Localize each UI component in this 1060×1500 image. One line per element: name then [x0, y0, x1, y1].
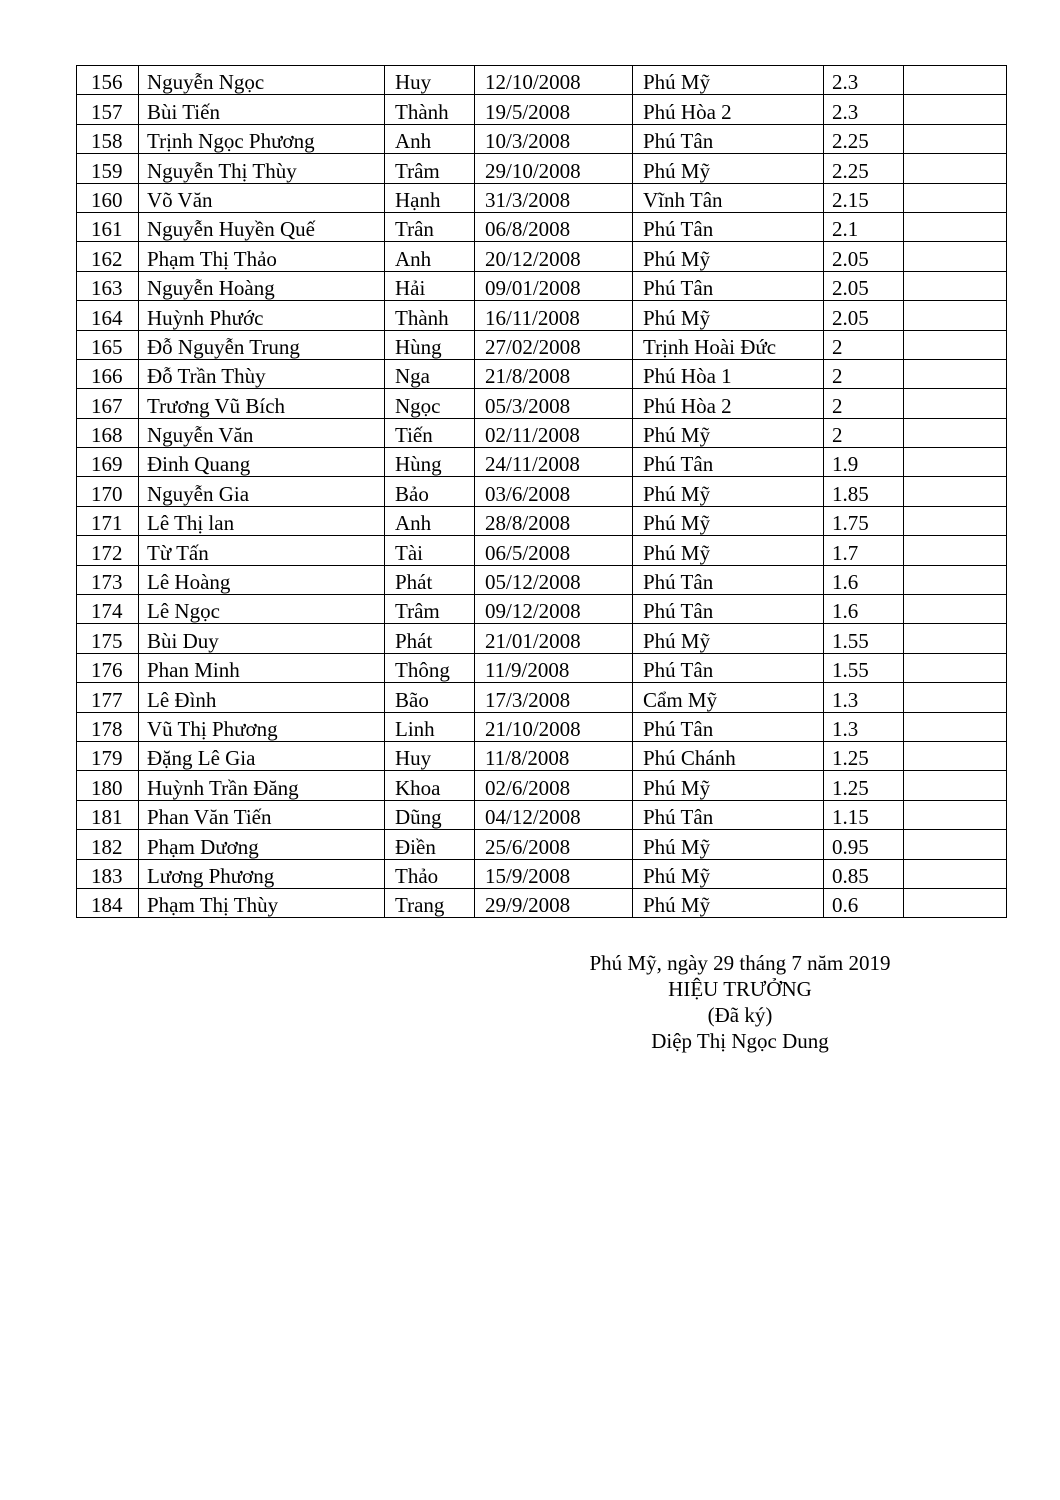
note-cell	[904, 301, 1007, 330]
school-cell: Phú Hòa 1	[633, 359, 824, 388]
birthdate-cell: 21/8/2008	[475, 359, 633, 388]
given-name-cell: Linh	[385, 712, 475, 741]
row-number: 162	[77, 242, 139, 271]
table-row	[77, 741, 1007, 770]
note-cell	[904, 536, 1007, 565]
row-number: 161	[77, 212, 139, 241]
school-cell: Phú Mỹ	[633, 830, 824, 859]
given-name-cell: Trâm	[385, 154, 475, 183]
score-cell: 2.15	[824, 183, 904, 212]
score-cell: 1.7	[824, 536, 904, 565]
surname-cell: Nguyễn Gia	[139, 477, 385, 506]
note-cell	[904, 653, 1007, 682]
surname-cell: Trương Vũ Bích	[139, 389, 385, 418]
surname-cell: Lê Ngọc	[139, 595, 385, 624]
given-name-cell: Hùng	[385, 330, 475, 359]
given-name-cell: Thảo	[385, 859, 475, 888]
score-cell: 2.1	[824, 212, 904, 241]
given-name-cell: Huy	[385, 66, 475, 95]
surname-cell: Phạm Dương	[139, 830, 385, 859]
school-cell: Cẩm Mỹ	[633, 683, 824, 712]
birthdate-cell: 09/12/2008	[475, 595, 633, 624]
school-cell: Vĩnh Tân	[633, 183, 824, 212]
row-number: 168	[77, 418, 139, 447]
row-number: 170	[77, 477, 139, 506]
surname-cell: Nguyễn Hoàng	[139, 271, 385, 300]
birthdate-cell: 27/02/2008	[475, 330, 633, 359]
row-number: 169	[77, 448, 139, 477]
score-cell: 1.85	[824, 477, 904, 506]
score-cell: 1.3	[824, 683, 904, 712]
surname-cell: Lương Phương	[139, 859, 385, 888]
birthdate-cell: 11/8/2008	[475, 741, 633, 770]
birthdate-cell: 10/3/2008	[475, 124, 633, 153]
table-row	[77, 301, 1007, 330]
score-cell: 2	[824, 359, 904, 388]
row-number: 182	[77, 830, 139, 859]
row-number: 175	[77, 624, 139, 653]
score-cell: 1.6	[824, 565, 904, 594]
score-cell: 2.05	[824, 242, 904, 271]
score-cell: 2	[824, 418, 904, 447]
given-name-cell: Tài	[385, 536, 475, 565]
school-cell: Phú Mỹ	[633, 242, 824, 271]
birthdate-cell: 25/6/2008	[475, 830, 633, 859]
note-cell	[904, 330, 1007, 359]
score-cell: 1.15	[824, 800, 904, 829]
surname-cell: Đỗ Nguyễn Trung	[139, 330, 385, 359]
table-row	[77, 271, 1007, 300]
school-cell: Trịnh Hoài Đức	[633, 330, 824, 359]
table-row	[77, 653, 1007, 682]
table-row	[77, 888, 1007, 917]
note-cell	[904, 477, 1007, 506]
score-cell: 1.55	[824, 653, 904, 682]
note-cell	[904, 683, 1007, 712]
note-cell	[904, 212, 1007, 241]
school-cell: Phú Hòa 2	[633, 95, 824, 124]
row-number: 172	[77, 536, 139, 565]
birthdate-cell: 19/5/2008	[475, 95, 633, 124]
score-cell: 1.9	[824, 448, 904, 477]
signature-block	[540, 950, 940, 1054]
birthdate-cell: 09/01/2008	[475, 271, 633, 300]
table-row	[77, 477, 1007, 506]
birthdate-cell: 21/01/2008	[475, 624, 633, 653]
given-name-cell: Hạnh	[385, 183, 475, 212]
school-cell: Phú Mỹ	[633, 418, 824, 447]
row-number: 177	[77, 683, 139, 712]
given-name-cell: Hùng	[385, 448, 475, 477]
surname-cell: Phạm Thị Thùy	[139, 888, 385, 917]
school-cell: Phú Tân	[633, 595, 824, 624]
surname-cell: Huỳnh Trần Đăng	[139, 771, 385, 800]
school-cell: Phú Mỹ	[633, 888, 824, 917]
given-name-cell: Bảo	[385, 477, 475, 506]
surname-cell: Bùi Duy	[139, 624, 385, 653]
birthdate-cell: 05/3/2008	[475, 389, 633, 418]
table-row	[77, 683, 1007, 712]
score-cell: 2.25	[824, 124, 904, 153]
score-cell: 1.6	[824, 595, 904, 624]
birthdate-cell: 24/11/2008	[475, 448, 633, 477]
table-row	[77, 95, 1007, 124]
surname-cell: Nguyễn Thị Thùy	[139, 154, 385, 183]
surname-cell: Từ Tấn	[139, 536, 385, 565]
birthdate-cell: 06/8/2008	[475, 212, 633, 241]
note-cell	[904, 359, 1007, 388]
row-number: 167	[77, 389, 139, 418]
given-name-cell: Phát	[385, 565, 475, 594]
score-cell: 0.85	[824, 859, 904, 888]
surname-cell: Đặng Lê Gia	[139, 741, 385, 770]
row-number: 164	[77, 301, 139, 330]
surname-cell: Phạm Thị Thảo	[139, 242, 385, 271]
birthdate-cell: 05/12/2008	[475, 565, 633, 594]
note-cell	[904, 242, 1007, 271]
school-cell: Phú Tân	[633, 800, 824, 829]
note-cell	[904, 124, 1007, 153]
row-number: 180	[77, 771, 139, 800]
score-cell: 2.3	[824, 95, 904, 124]
given-name-cell: Nga	[385, 359, 475, 388]
note-cell	[904, 271, 1007, 300]
school-cell: Phú Tân	[633, 712, 824, 741]
given-name-cell: Dũng	[385, 800, 475, 829]
row-number: 165	[77, 330, 139, 359]
given-name-cell: Bão	[385, 683, 475, 712]
table-row	[77, 506, 1007, 535]
surname-cell: Bùi Tiến	[139, 95, 385, 124]
score-cell: 2	[824, 330, 904, 359]
note-cell	[904, 389, 1007, 418]
row-number: 183	[77, 859, 139, 888]
row-number: 157	[77, 95, 139, 124]
surname-cell: Phan Văn Tiến	[139, 800, 385, 829]
table-row	[77, 536, 1007, 565]
birthdate-cell: 15/9/2008	[475, 859, 633, 888]
given-name-cell: Thành	[385, 301, 475, 330]
birthdate-cell: 03/6/2008	[475, 477, 633, 506]
row-number: 156	[77, 66, 139, 95]
given-name-cell: Thành	[385, 95, 475, 124]
row-number: 158	[77, 124, 139, 153]
table-row	[77, 183, 1007, 212]
signer-name: Diệp Thị Ngọc Dung	[651, 1029, 829, 1053]
birthdate-cell: 20/12/2008	[475, 242, 633, 271]
birthdate-cell: 12/10/2008	[475, 66, 633, 95]
row-number: 178	[77, 712, 139, 741]
surname-cell: Lê Đình	[139, 683, 385, 712]
school-cell: Phú Mỹ	[633, 624, 824, 653]
surname-cell: Huỳnh Phước	[139, 301, 385, 330]
signed-note: (Đã ký)	[707, 1003, 773, 1027]
birthdate-cell: 04/12/2008	[475, 800, 633, 829]
score-cell: 1.3	[824, 712, 904, 741]
birthdate-cell: 28/8/2008	[475, 506, 633, 535]
school-cell: Phú Mỹ	[633, 859, 824, 888]
table-row	[77, 154, 1007, 183]
table-row	[77, 624, 1007, 653]
surname-cell: Lê Hoàng	[139, 565, 385, 594]
table-row	[77, 800, 1007, 829]
note-cell	[904, 66, 1007, 95]
school-cell: Phú Tân	[633, 271, 824, 300]
table-row	[77, 212, 1007, 241]
note-cell	[904, 595, 1007, 624]
row-number: 181	[77, 800, 139, 829]
school-cell: Phú Chánh	[633, 741, 824, 770]
score-cell: 2.05	[824, 301, 904, 330]
birthdate-cell: 29/9/2008	[475, 888, 633, 917]
birthdate-cell: 06/5/2008	[475, 536, 633, 565]
school-cell: Phú Tân	[633, 653, 824, 682]
given-name-cell: Phát	[385, 624, 475, 653]
school-cell: Phú Mỹ	[633, 66, 824, 95]
school-cell: Phú Tân	[633, 124, 824, 153]
table-row	[77, 124, 1007, 153]
signer-title: HIỆU TRƯỞNG	[668, 977, 812, 1001]
row-number: 184	[77, 888, 139, 917]
school-cell: Phú Mỹ	[633, 536, 824, 565]
note-cell	[904, 830, 1007, 859]
row-number: 173	[77, 565, 139, 594]
student-score-table	[76, 65, 1007, 918]
table-row	[77, 859, 1007, 888]
school-cell: Phú Mỹ	[633, 506, 824, 535]
row-number: 159	[77, 154, 139, 183]
note-cell	[904, 771, 1007, 800]
row-number: 179	[77, 741, 139, 770]
score-cell: 0.95	[824, 830, 904, 859]
given-name-cell: Ngọc	[385, 389, 475, 418]
given-name-cell: Điền	[385, 830, 475, 859]
table-row	[77, 448, 1007, 477]
surname-cell: Nguyễn Ngọc	[139, 66, 385, 95]
school-cell: Phú Mỹ	[633, 771, 824, 800]
table-row	[77, 389, 1007, 418]
score-cell: 1.55	[824, 624, 904, 653]
table-row	[77, 418, 1007, 447]
row-number: 171	[77, 506, 139, 535]
given-name-cell: Huy	[385, 741, 475, 770]
note-cell	[904, 565, 1007, 594]
table-row	[77, 66, 1007, 95]
school-cell: Phú Mỹ	[633, 154, 824, 183]
place-date: Phú Mỹ, ngày 29 tháng 7 năm 2019	[589, 951, 891, 975]
school-cell: Phú Mỹ	[633, 477, 824, 506]
score-cell: 2.3	[824, 66, 904, 95]
table-row	[77, 565, 1007, 594]
given-name-cell: Anh	[385, 506, 475, 535]
table-row	[77, 595, 1007, 624]
table-row	[77, 242, 1007, 271]
birthdate-cell: 31/3/2008	[475, 183, 633, 212]
surname-cell: Lê Thị lan	[139, 506, 385, 535]
surname-cell: Võ Văn	[139, 183, 385, 212]
score-cell: 1.75	[824, 506, 904, 535]
surname-cell: Đỗ Trần Thùy	[139, 359, 385, 388]
note-cell	[904, 154, 1007, 183]
score-cell: 2	[824, 389, 904, 418]
row-number: 160	[77, 183, 139, 212]
note-cell	[904, 95, 1007, 124]
surname-cell: Nguyễn Huyền Quế	[139, 212, 385, 241]
surname-cell: Trịnh Ngọc Phương	[139, 124, 385, 153]
given-name-cell: Thông	[385, 653, 475, 682]
school-cell: Phú Tân	[633, 212, 824, 241]
table-row	[77, 771, 1007, 800]
given-name-cell: Tiến	[385, 418, 475, 447]
surname-cell: Vũ Thị Phương	[139, 712, 385, 741]
school-cell: Phú Tân	[633, 448, 824, 477]
note-cell	[904, 712, 1007, 741]
row-number: 174	[77, 595, 139, 624]
row-number: 176	[77, 653, 139, 682]
given-name-cell: Trân	[385, 212, 475, 241]
note-cell	[904, 888, 1007, 917]
school-cell: Phú Mỹ	[633, 301, 824, 330]
birthdate-cell: 02/11/2008	[475, 418, 633, 447]
note-cell	[904, 859, 1007, 888]
table-row	[77, 830, 1007, 859]
birthdate-cell: 21/10/2008	[475, 712, 633, 741]
school-cell: Phú Tân	[633, 565, 824, 594]
birthdate-cell: 29/10/2008	[475, 154, 633, 183]
table-body	[77, 66, 1007, 918]
birthdate-cell: 16/11/2008	[475, 301, 633, 330]
score-cell: 0.6	[824, 888, 904, 917]
note-cell	[904, 624, 1007, 653]
given-name-cell: Hải	[385, 271, 475, 300]
row-number: 166	[77, 359, 139, 388]
table-row	[77, 359, 1007, 388]
score-cell: 1.25	[824, 771, 904, 800]
note-cell	[904, 741, 1007, 770]
given-name-cell: Khoa	[385, 771, 475, 800]
school-cell: Phú Hòa 2	[633, 389, 824, 418]
row-number: 163	[77, 271, 139, 300]
given-name-cell: Anh	[385, 242, 475, 271]
note-cell	[904, 183, 1007, 212]
given-name-cell: Trâm	[385, 595, 475, 624]
surname-cell: Nguyễn Văn	[139, 418, 385, 447]
birthdate-cell: 11/9/2008	[475, 653, 633, 682]
score-cell: 1.25	[824, 741, 904, 770]
note-cell	[904, 448, 1007, 477]
note-cell	[904, 418, 1007, 447]
note-cell	[904, 506, 1007, 535]
birthdate-cell: 02/6/2008	[475, 771, 633, 800]
surname-cell: Đinh Quang	[139, 448, 385, 477]
score-cell: 2.25	[824, 154, 904, 183]
birthdate-cell: 17/3/2008	[475, 683, 633, 712]
given-name-cell: Anh	[385, 124, 475, 153]
table-row	[77, 712, 1007, 741]
surname-cell: Phan Minh	[139, 653, 385, 682]
score-cell: 2.05	[824, 271, 904, 300]
note-cell	[904, 800, 1007, 829]
given-name-cell: Trang	[385, 888, 475, 917]
table-row	[77, 330, 1007, 359]
